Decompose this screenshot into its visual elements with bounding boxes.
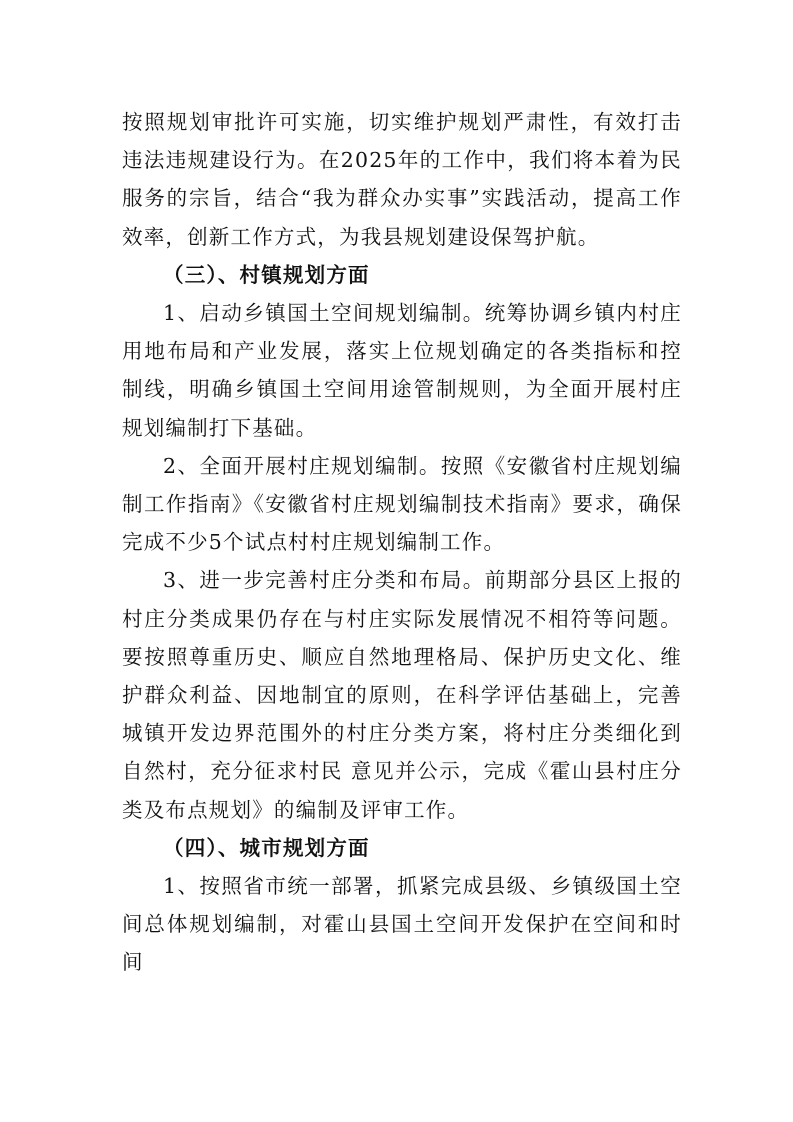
section-heading-urban-planning: （四）、城市规划方面 xyxy=(163,835,370,860)
paragraph-item-2-village-planning: 2、全面开展村庄规划编制。按照《安徽省村庄规划编制工作指南》《安徽省村庄规划编制技术指南》要求，确保完成不少5个试点村村庄规划编制工作。 xyxy=(122,453,682,555)
paragraph-item-1-master-planning: 1、按照省市统一部署，抓紧完成县级、乡镇级国土空间总体规划编制，对霍山县国土空间开发保护在空间和时间 xyxy=(122,874,682,975)
paragraph-item-1-township-planning: 1、启动乡镇国土空间规划编制。统筹协调乡镇内村庄用地布局和产业发展，落实上位规划确定的各类指标和控制线，明确乡镇国土空间用途管制规则，为全面开展村庄规划编制打下基础。 xyxy=(122,301,682,440)
paragraph-item-3-village-classification: 3、进一步完善村庄分类和布局。前期部分县区上报的村庄分类成果仍存在与村庄实际发展情况不相符等问题。要按照尊重历史、顺应自然地理格局、保护历史文化、维护群众利益、因地制宜的原则，在科学评估基础上，完善城镇开发边界范围外的村庄分类方案，将村庄分类细化到自然村，充分征求村民 意见并公示，完成《霍山县村庄分类及布点规划》的编制及评审工作。 xyxy=(122,568,682,822)
section-heading-village-planning: （三）、村镇规划方面 xyxy=(163,262,370,287)
document-body xyxy=(122,103,682,982)
paragraph-continuation: 按照规划审批许可实施，切实维护规划严肃性，有效打击违法违规建设行为。在2025年的工作中，我们将本着为民服务的宗旨，结合“我为群众办实事”实践活动，提高工作效率，创新工作方式，为我县规划建设保驾护航。 xyxy=(122,110,682,249)
